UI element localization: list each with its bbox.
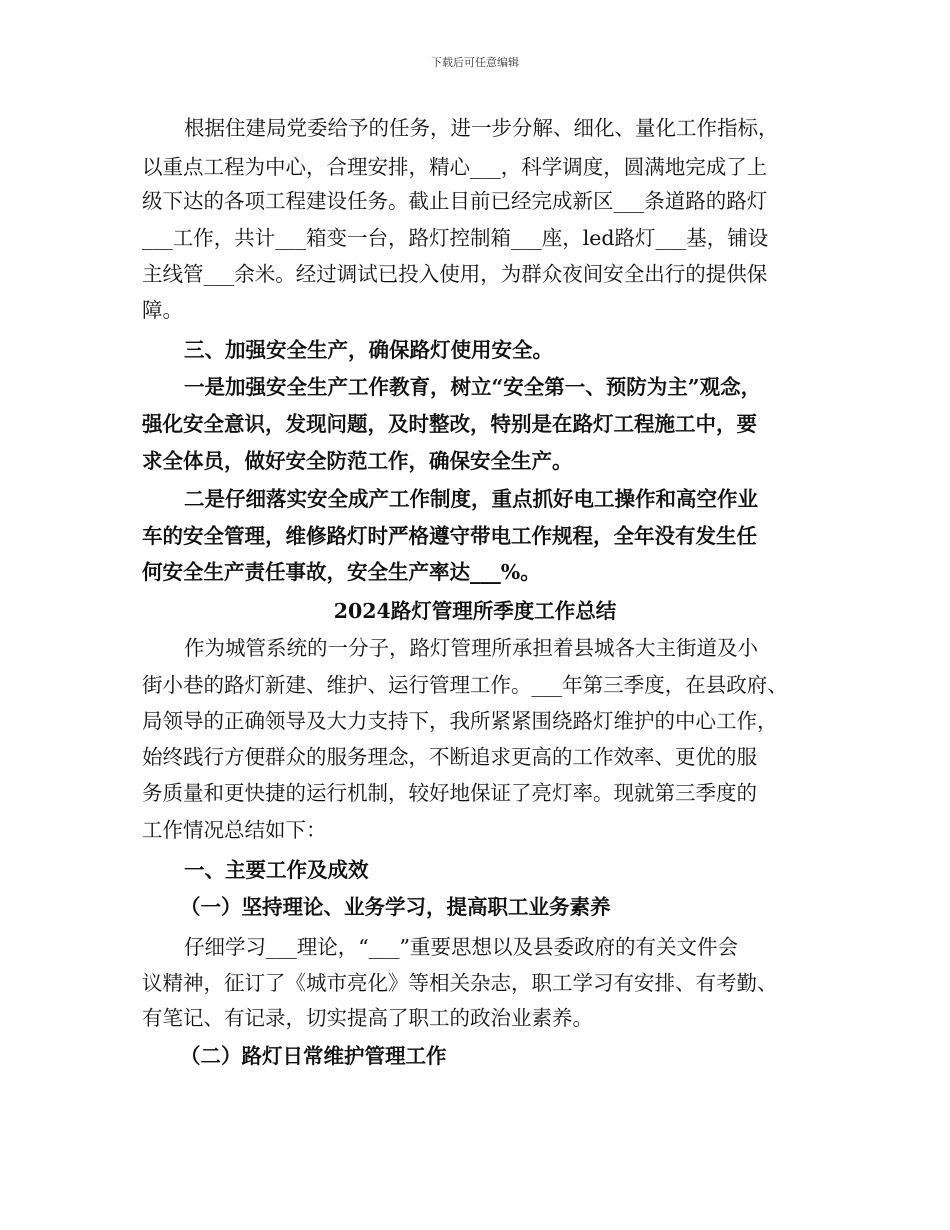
- paragraph-line: 务质量和更快捷的运行机制，较好地保证了亮灯率。现就第三季度的: [142, 781, 757, 805]
- section-heading: 三、加强安全生产，确保路灯使用安全。: [184, 338, 553, 362]
- paragraph-line: 车的安全管理，维修路灯时严格遵守带电工作规程，全年没有发生任: [142, 524, 757, 548]
- document-title: 2024路灯管理所季度工作总结: [333, 599, 617, 623]
- paragraph-line: ___工作，共计___箱变一台，路灯控制箱___座，led路灯___基，铺设: [142, 226, 769, 250]
- paragraph-line: 一是加强安全生产工作教育，树立“安全第一、预防为主”观念，: [184, 375, 762, 399]
- paragraph-line: 二是仔细落实安全成产工作制度，重点抓好电工操作和高空作业: [184, 487, 758, 511]
- paragraph-line: 障。: [142, 298, 183, 322]
- paragraph-line: 局领导的正确领导及大力支持下，我所紧紧围绕路灯维护的中心工作，: [142, 709, 778, 733]
- paragraph-line: 以重点工程为中心，合理安排，精心___，科学调度，圆满地完成了上: [142, 155, 768, 179]
- paragraph-line: 议精神，征订了《城市亮化》等相关杂志，职工学习有安排、有考勤、: [142, 971, 778, 995]
- subsection-heading: （一）坚持理论、业务学习，提高职工业务素养: [180, 895, 611, 919]
- paragraph-line: 级下达的各项工程建设任务。截止目前已经完成新区___条道路的路灯: [142, 189, 768, 213]
- paragraph-line: 何安全生产责任事故，安全生产率达___%。: [142, 560, 541, 584]
- page-header: 下载后可任意编辑: [431, 56, 519, 69]
- paragraph-line: 始终践行方便群众的服务理念，不断追求更高的工作效率、更优的服: [142, 745, 757, 769]
- subsection-heading: （二）路灯日常维护管理工作: [180, 1044, 447, 1068]
- paragraph-line: 强化安全意识，发现问题，及时整改，特别是在路灯工程施工中，要: [142, 412, 757, 436]
- paragraph-line: 工作情况总结如下：: [142, 818, 327, 842]
- paragraph-line: 有笔记、有记录，切实提高了职工的政治业素养。: [142, 1006, 593, 1030]
- paragraph-line: 根据住建局党委给予的任务，进一步分解、细化、量化工作指标，: [184, 116, 779, 140]
- paragraph-line: 仔细学习___理论，“___”重要思想以及县委政府的有关文件会: [184, 935, 738, 959]
- paragraph-line: 求全体员，做好安全防范工作，确保安全生产。: [142, 449, 573, 473]
- paragraph-line: 主线管___余米。经过调试已投入使用，为群众夜间安全出行的提供保: [142, 262, 768, 286]
- section-heading: 一、主要工作及成效: [184, 858, 369, 882]
- paragraph-line: 作为城管系统的一分子，路灯管理所承担着县城各大主街道及小: [184, 636, 758, 660]
- paragraph-line: 街小巷的路灯新建、维护、运行管理工作。___年第三季度，在县政府、: [142, 673, 788, 697]
